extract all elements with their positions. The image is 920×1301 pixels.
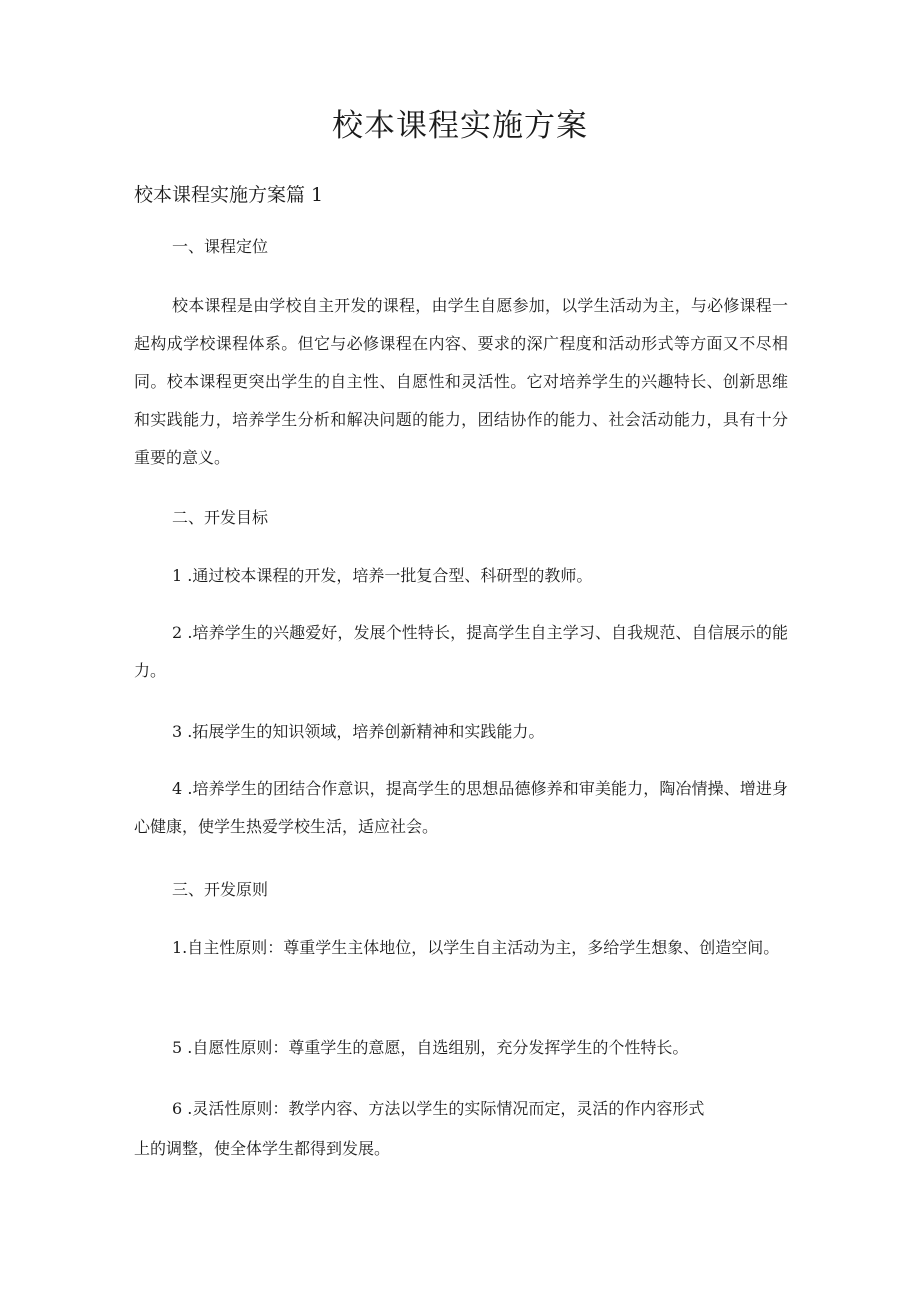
document-title: 校本课程实施方案 [332, 108, 588, 144]
section-heading-principles: 三、开发原则 [172, 880, 269, 899]
goal-item-1: 1 .通过校本课程的开发，培养一批复合型、科研型的教师。 [172, 566, 593, 585]
principle-item-5: 5 .自愿性原则：尊重学生的意愿，自选组别，充分发挥学生的个性特长。 [172, 1038, 689, 1057]
section-heading-goals: 二、开发目标 [172, 508, 269, 527]
paragraph-course-positioning: 校本课程是由学校自主开发的课程，由学生自愿参加，以学生活动为主，与必修课程一起构成学校课程体系。但它与必修课程在内容、要求的深广程度和活动形式等方面又不尽相同。校本课程更突出学生的自主性、自愿性和灵活性。它对培养学生的兴趣特长、创新思维和实践能力，培养学生分析和解决问题的能力，团结协作的能力、社会活动能力，具有十分重要的意义。 [134, 296, 788, 467]
goal-item-3: 3 .拓展学生的知识领域，培养创新精神和实践能力。 [172, 722, 545, 741]
goal-item-2: 2 .培养学生的兴趣爱好，发展个性特长，提高学生自主学习、自我规范、自信展示的能力。 [134, 623, 788, 680]
goal-item-4: 4 .培养学生的团结合作意识，提高学生的思想品德修养和审美能力，陶冶情操、增进身心健康，使学生热爱学校生活，适应社会。 [134, 779, 788, 836]
principle-item-6-line-1: 6 .灵活性原则：教学内容、方法以学生的实际情况而定，灵活的作内容形式 [172, 1099, 705, 1118]
principle-item-1: 1.自主性原则：尊重学生主体地位，以学生自主活动为主，多给学生想象、创造空间。 [172, 938, 780, 957]
document-subtitle: 校本课程实施方案篇 1 [134, 184, 324, 206]
principle-item-6-line-2: 上的调整，使全体学生都得到发展。 [134, 1139, 391, 1158]
section-heading-positioning: 一、课程定位 [172, 237, 269, 256]
